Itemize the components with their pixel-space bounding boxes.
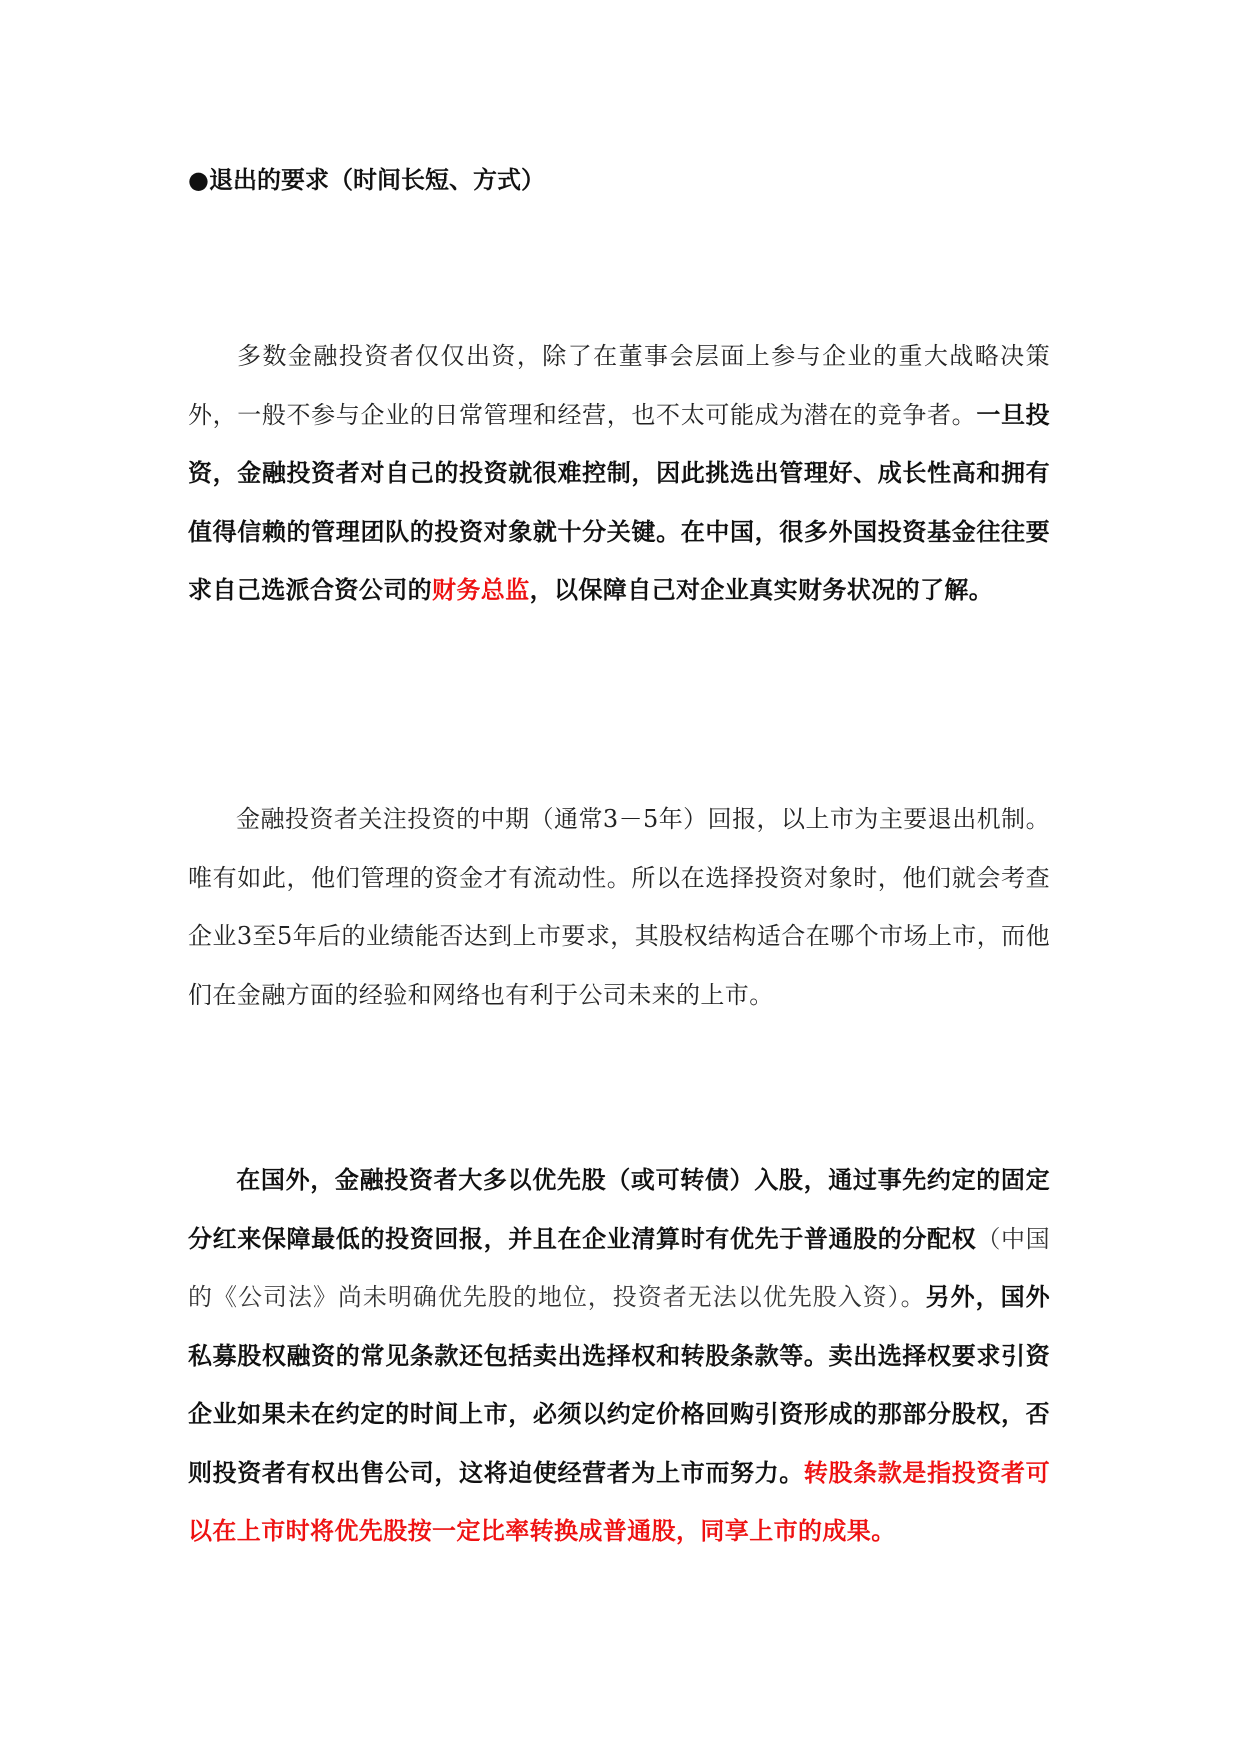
paragraph-2 [188,790,1050,1024]
paragraph-3-plain: （中国的《公司法》尚未明确优先股的地位，投资者无法以优先股入资）。 [188,1224,1050,1311]
paragraph-2-text: 金融投资者关注投资的中期（通常3－5年）回报，以上市为主要退出机制。唯有如此，他们管理的资金才有流动性。所以在选择投资对象时，他们就会考查企业3至5年后的业绩能否达到上市要求，其股权结构适合在哪个市场上市，而他们在金融方面的经验和网络也有利于公司未来的上市。 [188,805,1050,1009]
paragraph-3-bold: 在国外，金融投资者大多以优先股（或可转债）入股，通过事先约定的固定分红来保障最低的投资回报，并且在企业清算时有优先于普通股的分配权 [188,1166,1050,1253]
paragraph-3-highlight: 转股条款是指投资者可以在上市时将优先股按一定比率转换成普通股，同享上市的成果。 [188,1458,1051,1545]
paragraph-1-bold: 一旦投资，金融投资者对自己的投资就很难控制，因此挑选出管理好、成长性高和拥有值得信赖的管理团队的投资对象就十分关键。在中国，很多外国投资基金往往要求自己选派合资公司的 [188,400,1050,604]
paragraph-1-highlight: 财务总监 [432,576,530,604]
paragraph-3 [188,1151,1050,1561]
section-heading: ●退出的要求（时间长短、方式） [188,166,545,194]
paragraph-3-bold-2: 另外，国外私募股权融资的常见条款还包括卖出选择权和转股条款等。卖出选择权要求引资企业如果未在约定的时间上市，必须以约定价格回购引资形成的那部分股权，否则投资者有权出售公司，这将迫使经营者为上市而努力。 [188,1283,1051,1487]
paragraph-1 [188,327,1050,620]
paragraph-1-bold-end: ，以保障自己对企业真实财务状况的了解。 [529,576,994,604]
paragraph-1-plain: 多数金融投资者仅仅出资，除了在董事会层面上参与企业的重大战略决策外，一般不参与企业的日常管理和经营，也不太可能成为潜在的竞争者。 [188,342,1050,429]
